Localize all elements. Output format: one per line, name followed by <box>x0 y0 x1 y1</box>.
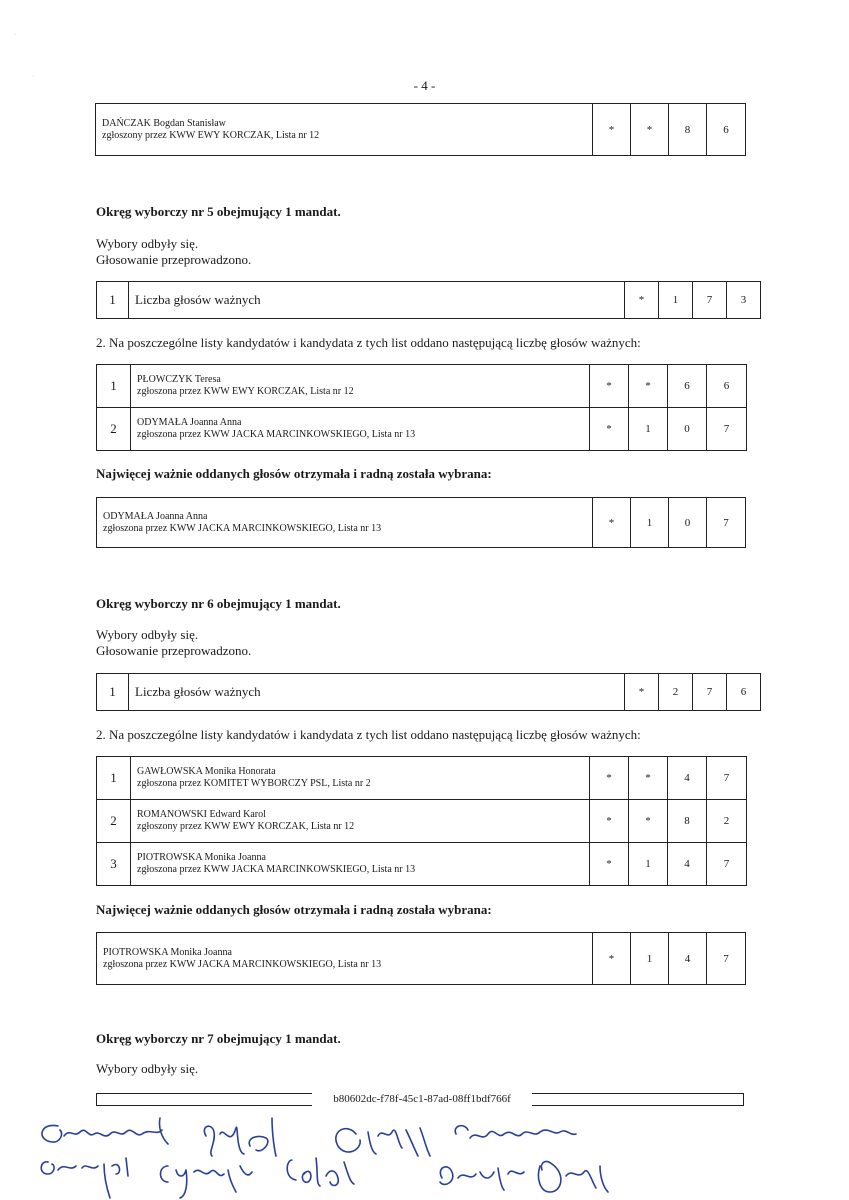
vote-digit: 7 <box>693 282 727 319</box>
signature-9 <box>538 1162 608 1192</box>
elections-held-text: Wybory odbyły się. <box>96 236 199 251</box>
vote-digit: * <box>593 933 631 985</box>
signature-5 <box>287 1158 354 1186</box>
candidate-list: zgłoszona przez KWW JACKA MARCINKOWSKIEGO, Lista nr 13 <box>137 864 416 875</box>
winner-name: PIOTROWSKA Monika Joanna <box>103 946 232 958</box>
vote-digit: * <box>629 365 668 408</box>
winner-list: zgłoszona przez KWW JACKA MARCINKOWSKIEGO, Lista nr 13 <box>103 522 382 534</box>
document-id: b80602dc-f78f-45c1-87ad-08ff1bdf766f <box>312 1093 532 1106</box>
scan-mark: · <box>32 72 35 81</box>
winner-heading: Najwięcej ważnie oddanych głosów otrzymała i radną została wybrana: <box>96 466 492 481</box>
candidate-cell <box>131 757 590 800</box>
vote-digit: 6 <box>727 674 761 711</box>
elections-held-text: Wybory odbyły się. <box>96 1061 199 1076</box>
candidate-name: ROMANOWSKI Edward Karol <box>137 809 266 820</box>
vote-digit: * <box>590 843 629 886</box>
candidate-cell <box>131 365 590 408</box>
lists-intro: 2. Na poszczególne listy kandydatów i kandydata z tych list oddano następującą liczbę głosów ważnych: <box>96 335 641 350</box>
winner-heading: Najwięcej ważnie oddanych głosów otrzymała i radną została wybrana: <box>96 902 492 917</box>
vote-digit: * <box>590 365 629 408</box>
vote-digit: 7 <box>707 757 747 800</box>
vote-digit: 8 <box>669 104 707 156</box>
table-row <box>97 843 747 886</box>
candidate-list: zgłoszona przez KWW JACKA MARCINKOWSKIEGO, Lista nr 13 <box>137 429 416 440</box>
candidate-name: PIOTROWSKA Monika Joanna <box>137 852 266 863</box>
vote-digit: 2 <box>707 800 747 843</box>
winner-cell <box>97 933 593 985</box>
candidate-name: DAŃCZAK Bogdan Stanisław <box>102 117 226 129</box>
vote-digit: 1 <box>631 933 669 985</box>
vote-digit: 6 <box>707 104 746 156</box>
valid-votes-table <box>96 673 761 711</box>
table-row <box>97 282 761 319</box>
candidate-list: zgłoszony przez KWW EWY KORCZAK, Lista nr 12 <box>137 821 355 832</box>
table-row <box>96 104 746 156</box>
vote-digit: 1 <box>629 843 668 886</box>
vote-digit: 7 <box>707 933 746 985</box>
district-5-heading: Okręg wyborczy nr 5 obejmujący 1 mandat. <box>96 204 341 219</box>
vote-digit: 1 <box>631 498 669 548</box>
candidate-list: zgłoszona przez KWW EWY KORCZAK, Lista nr 12 <box>137 386 354 397</box>
voting-conducted-text: Głosowanie przeprowadzono. <box>96 252 252 267</box>
signatures <box>0 1108 849 1200</box>
vote-digit: * <box>593 498 631 548</box>
vote-digit: 2 <box>659 674 693 711</box>
vote-digit: 7 <box>707 408 747 451</box>
table-row <box>97 408 747 451</box>
row-number: 2 <box>97 800 131 843</box>
vote-digit: * <box>590 757 629 800</box>
vote-digit: 0 <box>668 408 707 451</box>
row-number: 2 <box>97 408 131 451</box>
vote-digit: 3 <box>727 282 761 319</box>
vote-digit: * <box>590 408 629 451</box>
vote-digit: 4 <box>669 933 707 985</box>
candidate-list: zgłoszona przez KOMITET WYBORCZY PSL, Lista nr 2 <box>137 778 371 789</box>
page-number: - 4 - <box>413 78 436 93</box>
row-number: 1 <box>97 282 129 319</box>
winner-list: zgłoszona przez KWW JACKA MARCINKOWSKIEGO, Lista nr 13 <box>103 958 382 970</box>
signature-7 <box>455 1126 576 1138</box>
candidate-name: PŁOWCZYK Teresa <box>137 374 221 385</box>
district-6-candidates-table <box>96 756 747 886</box>
table-row <box>97 933 746 985</box>
signature-2 <box>41 1158 128 1198</box>
winner-name: ODYMAŁA Joanna Anna <box>103 510 208 522</box>
signature-6 <box>336 1128 430 1156</box>
table-row <box>97 674 761 711</box>
document-id-bar <box>96 1093 744 1106</box>
district-6-winner-table <box>96 932 746 985</box>
district-6-heading: Okręg wyborczy nr 6 obejmujący 1 mandat. <box>96 596 341 611</box>
vote-digit: 0 <box>669 498 707 548</box>
candidate-cell <box>131 800 590 843</box>
vote-digit: * <box>629 757 668 800</box>
vote-digit: * <box>625 674 659 711</box>
candidate-name: ODYMAŁA Joanna Anna <box>137 417 242 428</box>
vote-digit: 1 <box>659 282 693 319</box>
vote-digit: * <box>625 282 659 319</box>
scan-mark: · <box>14 30 17 39</box>
district-5-status <box>96 236 251 268</box>
vote-digit: * <box>629 800 668 843</box>
table-row <box>97 757 747 800</box>
signature-1 <box>42 1118 168 1144</box>
district-6-status <box>96 627 251 659</box>
vote-digit: 7 <box>693 674 727 711</box>
vote-digit: 6 <box>668 365 707 408</box>
candidate-table-continued <box>95 103 746 156</box>
table-row <box>97 498 746 548</box>
row-number: 1 <box>97 365 131 408</box>
candidate-cell <box>131 408 590 451</box>
vote-digit: 6 <box>707 365 747 408</box>
vote-digit: 8 <box>668 800 707 843</box>
district-5-candidates-table <box>96 364 747 451</box>
district-5-winner-table <box>96 497 746 548</box>
district-7-heading: Okręg wyborczy nr 7 obejmujący 1 mandat. <box>96 1031 341 1046</box>
signature-4 <box>161 1166 253 1198</box>
candidate-list: zgłoszony przez KWW EWY KORCZAK, Lista nr 12 <box>102 129 320 141</box>
candidate-cell <box>96 104 593 156</box>
vote-digit: 4 <box>668 843 707 886</box>
signature-3 <box>204 1118 276 1156</box>
lists-intro: 2. Na poszczególne listy kandydatów i kandydata z tych list oddano następującą liczbę głosów ważnych: <box>96 727 641 742</box>
table-row <box>97 800 747 843</box>
vote-digit: * <box>593 104 631 156</box>
valid-votes-label: Liczba głosów ważnych <box>129 674 625 711</box>
row-number: 1 <box>97 674 129 711</box>
candidate-name: GAWŁOWSKA Monika Honorata <box>137 766 276 777</box>
row-number: 1 <box>97 757 131 800</box>
voting-conducted-text: Głosowanie przeprowadzono. <box>96 643 252 658</box>
row-number: 3 <box>97 843 131 886</box>
vote-digit: 4 <box>668 757 707 800</box>
vote-digit: 7 <box>707 843 747 886</box>
table-row <box>97 365 747 408</box>
valid-votes-table <box>96 281 761 319</box>
candidate-cell <box>131 843 590 886</box>
elections-held-text: Wybory odbyły się. <box>96 627 199 642</box>
signature-8 <box>440 1167 524 1190</box>
winner-cell <box>97 498 593 548</box>
vote-digit: * <box>631 104 669 156</box>
vote-digit: 7 <box>707 498 746 548</box>
vote-digit: * <box>590 800 629 843</box>
valid-votes-label: Liczba głosów ważnych <box>129 282 625 319</box>
vote-digit: 1 <box>629 408 668 451</box>
